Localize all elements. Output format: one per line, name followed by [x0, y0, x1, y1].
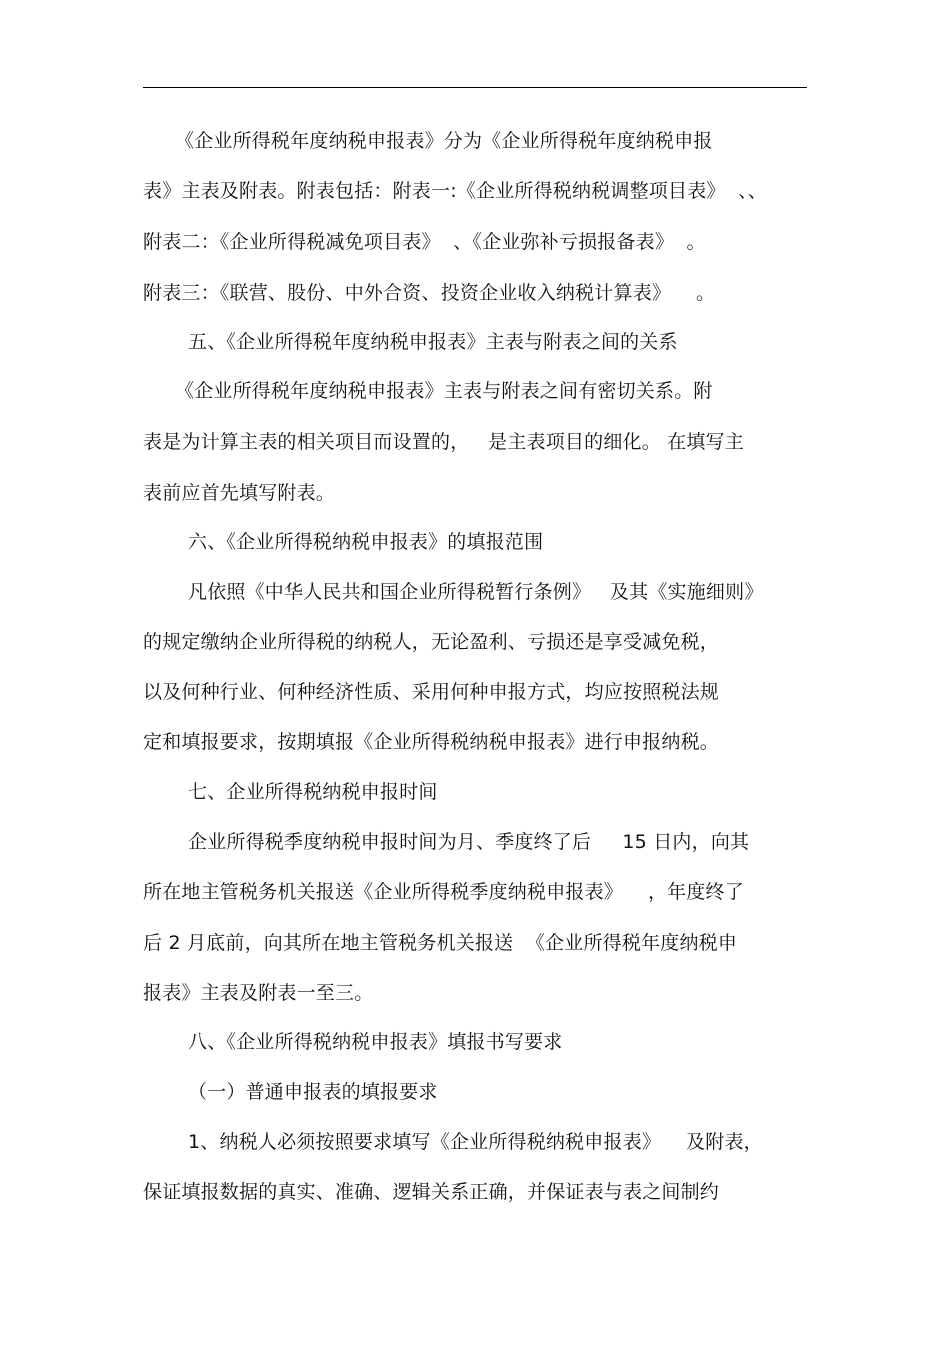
paragraph-line: 附表二：《企业所得税减免项目表》 、《企业弥补亏损报备表》 。: [143, 231, 706, 253]
paragraph-line: 保证填报数据的真实、准确、逻辑关系正确，并保证表与表之间制约: [143, 1181, 720, 1203]
paragraph-line: 的规定缴纳企业所得税的纳税人，无论盈利、亏损还是享受减免税，: [143, 631, 720, 653]
paragraph-line: 1、纳税人必须按照要求填写《企业所得税纳税申报表》 及附表，: [188, 1131, 763, 1153]
paragraph-line: 凡依照《中华人民共和国企业所得税暂行条例》 及其《实施细则》: [188, 581, 764, 603]
paragraph-line: 企业所得税季度纳税申报时间为月、季度终了后 15 日内，向其: [188, 831, 750, 853]
section-heading: 八、《企业所得税纳税申报表》填报书写要求: [188, 1031, 563, 1053]
subsection-heading: （一）普通申报表的填报要求: [188, 1081, 438, 1103]
paragraph-line: 以及何种行业、何种经济性质、采用何种申报方式，均应按照税法规: [143, 681, 720, 703]
section-heading: 五、《企业所得税年度纳税申报表》主表与附表之间的关系: [188, 331, 678, 353]
section-heading: 七、企业所得税纳税申报时间: [188, 781, 438, 803]
section-heading: 六、《企业所得税纳税申报表》的填报范围: [188, 531, 544, 553]
paragraph-line: 表》主表及附表。附表包括：附表一:《企业所得税纳税调整项目表》 、、: [143, 180, 767, 202]
paragraph-line: 附表三：《联营、股份、中外合资、投资企业收入纳税计算表》 。: [143, 282, 716, 304]
paragraph-line: 后 2 月底前，向其所在地主管税务机关报送 《企业所得税年度纳税申: [143, 932, 738, 954]
header-rule: [143, 87, 807, 88]
paragraph-line: 所在地主管税务机关报送《企业所得税季度纳税申报表》 ，年度终了: [143, 881, 744, 903]
paragraph-line: 《企业所得税年度纳税申报表》主表与附表之间有密切关系。附: [175, 380, 713, 402]
paragraph-line: 定和填报要求，按期填报《企业所得税纳税申报表》进行申报纳税。: [143, 731, 720, 753]
paragraph-line: 表是为计算主表的相关项目而设置的， 是主表项目的细化。 在填写主: [143, 431, 744, 453]
paragraph-line: 《企业所得税年度纳税申报表》分为《企业所得税年度纳税申报: [175, 130, 713, 152]
paragraph-line: 表前应首先填写附表。: [143, 482, 336, 504]
paragraph-line: 报表》主表及附表一至三。: [143, 982, 374, 1004]
